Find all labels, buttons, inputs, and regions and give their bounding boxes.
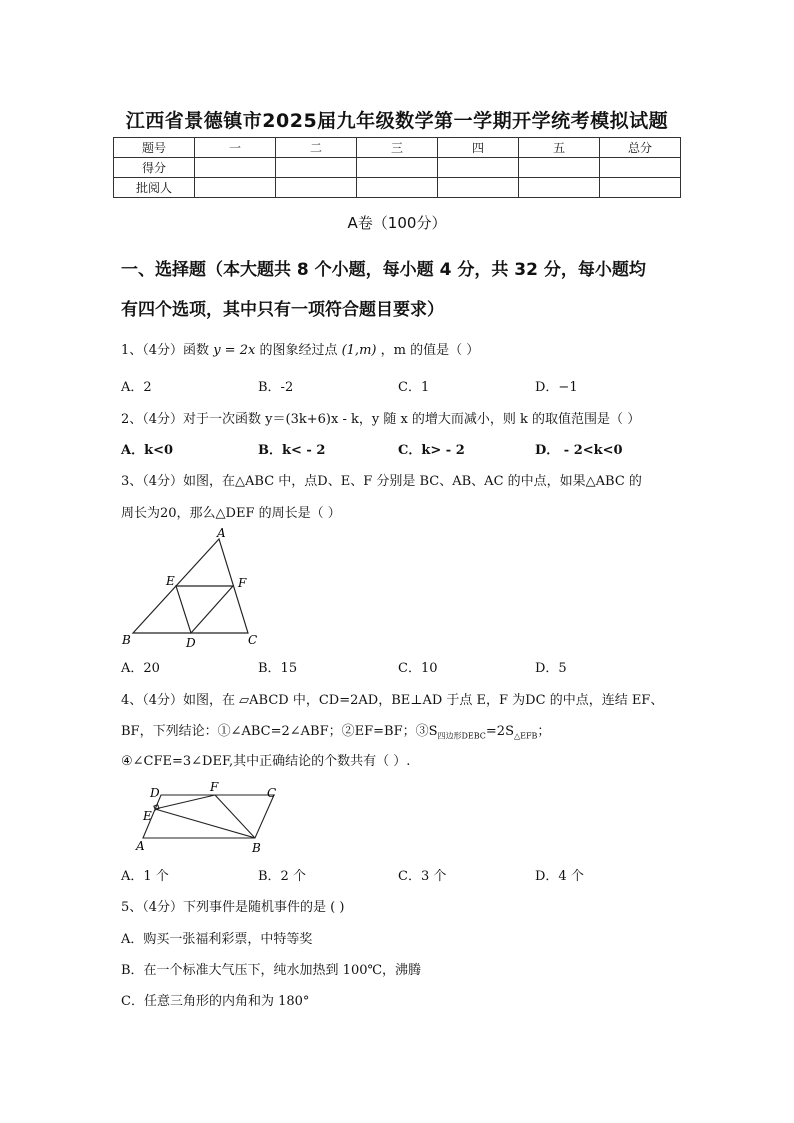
q3-triangle-figure: [115, 526, 275, 650]
table-cell[interactable]: [519, 158, 600, 178]
q4-line2-part-a: BF，下列结论：①∠ABC=2∠ABF；②EF=BF；③S: [121, 724, 438, 739]
parallelogram-abcd: [143, 795, 274, 838]
q4-subscript-2: △EFB: [513, 731, 538, 741]
q2-stem: 2、（4分）对于一次函数 y＝(3k+6)x - k，y 随 x 的增大而减小，则 k 的取值范围是（ ）: [121, 412, 641, 427]
segment-ef: [155, 795, 215, 809]
label-a: A: [136, 839, 145, 853]
q4-stem-line2: [121, 720, 550, 742]
q1-option-b[interactable]: B．-2: [258, 380, 294, 395]
q2-option-c[interactable]: C．k> - 2: [398, 443, 465, 458]
table-cell[interactable]: [438, 158, 519, 178]
score-table: [113, 137, 681, 198]
label-c: C: [267, 786, 277, 800]
q1-suffix: ，m 的值是（ ）: [380, 343, 480, 358]
table-cell[interactable]: [357, 178, 438, 198]
q1-function: y = 2x: [213, 343, 256, 358]
table-cell[interactable]: [357, 158, 438, 178]
label-c: C: [248, 633, 258, 647]
q1-middle: 的图象经过点: [259, 343, 338, 358]
segment-bf: [215, 795, 255, 838]
table-cell: 得分: [114, 158, 195, 178]
q2-option-d[interactable]: D． - 2<k<0: [535, 443, 623, 458]
right-angle-mark: [154, 805, 159, 810]
q4-option-c[interactable]: C．3 个: [398, 869, 447, 884]
q4-parallelogram-figure: [130, 780, 290, 858]
q4-line2-part-c: ；: [537, 724, 551, 739]
q5-option-b[interactable]: B．在一个标准大气压下，纯水加热到 100℃，沸腾: [121, 963, 422, 978]
q4-stem-line1: 4、（4分）如图，在 ▱ABCD 中，CD=2AD，BE⊥AD 于点 E，F 为DC 的中点，连结 EF、: [121, 693, 664, 708]
table-cell[interactable]: [195, 158, 276, 178]
table-cell: 二: [276, 138, 357, 158]
triangle-def: [176, 586, 233, 633]
q2-option-b[interactable]: B．k< - 2: [258, 443, 326, 458]
q2-option-a[interactable]: A．k<0: [121, 443, 174, 458]
q1-option-c[interactable]: C．1: [398, 380, 430, 395]
q4-subscript-1: 四边形DEBC: [437, 731, 486, 741]
table-row: [114, 158, 681, 178]
label-b: B: [122, 633, 131, 647]
label-f: F: [210, 780, 219, 794]
q4-line2-part-b: =2S: [485, 724, 514, 739]
table-cell[interactable]: [600, 158, 681, 178]
exam-title: 江西省景德镇市2025届九年级数学第一学期开学统考模拟试题: [125, 110, 669, 132]
table-row: [114, 138, 681, 158]
q5-option-c[interactable]: C．任意三角形的内角和为 180°: [121, 994, 310, 1009]
q5-option-a[interactable]: A．购买一张福利彩票，中特等奖: [121, 932, 313, 947]
section-a-title: A卷（100分）: [347, 214, 447, 232]
segment-be: [155, 809, 255, 838]
q3-option-c[interactable]: C．10: [398, 661, 438, 676]
q3-stem-line2: 周长为20，那么△DEF 的周长是（ ）: [121, 506, 341, 521]
q1-stem: [121, 339, 479, 358]
q1-point: (1,m): [341, 343, 377, 358]
q3-option-b[interactable]: B．15: [258, 661, 298, 676]
q4-option-a[interactable]: A．1 个: [121, 869, 169, 884]
q1-option-d[interactable]: D．−1: [535, 380, 578, 395]
label-e: E: [166, 574, 175, 588]
table-cell: 总分: [600, 138, 681, 158]
table-cell[interactable]: [276, 178, 357, 198]
table-cell: 一: [195, 138, 276, 158]
table-row: [114, 178, 681, 198]
label-f: F: [238, 576, 247, 590]
label-d: D: [186, 636, 196, 650]
table-cell: 三: [357, 138, 438, 158]
table-cell[interactable]: [600, 178, 681, 198]
q3-option-a[interactable]: A．20: [121, 661, 160, 676]
q3-stem-line1: 3、（4分）如图，在△ABC 中，点D、E、F 分别是 BC、AB、AC 的中点，如果△ABC 的: [121, 474, 642, 489]
label-b: B: [252, 841, 261, 855]
label-e: E: [143, 809, 152, 823]
q4-stem-line3: ④∠CFE=3∠DEF,其中正确结论的个数共有（ ）.: [121, 754, 411, 769]
q3-option-d[interactable]: D．5: [535, 661, 567, 676]
table-cell: 批阅人: [114, 178, 195, 198]
part1-heading-line1: 一、选择题（本大题共 8 个小题，每小题 4 分，共 32 分，每小题均: [121, 260, 646, 280]
table-cell[interactable]: [438, 178, 519, 198]
table-cell: 题号: [114, 138, 195, 158]
q4-option-b[interactable]: B．2 个: [258, 869, 306, 884]
table-cell: 五: [519, 138, 600, 158]
q1-prefix: 1、（4分）函数: [121, 343, 210, 358]
table-cell: 四: [438, 138, 519, 158]
part1-heading-line2: 有四个选项，其中只有一项符合题目要求）: [121, 300, 444, 320]
table-cell[interactable]: [276, 158, 357, 178]
q4-option-d[interactable]: D．4 个: [535, 869, 584, 884]
table-cell[interactable]: [195, 178, 276, 198]
table-cell[interactable]: [519, 178, 600, 198]
label-a: A: [217, 526, 226, 540]
q1-option-a[interactable]: A．2: [121, 380, 152, 395]
q5-stem: 5、（4分）下列事件是随机事件的是 ( ): [121, 900, 345, 915]
label-d: D: [150, 786, 160, 800]
